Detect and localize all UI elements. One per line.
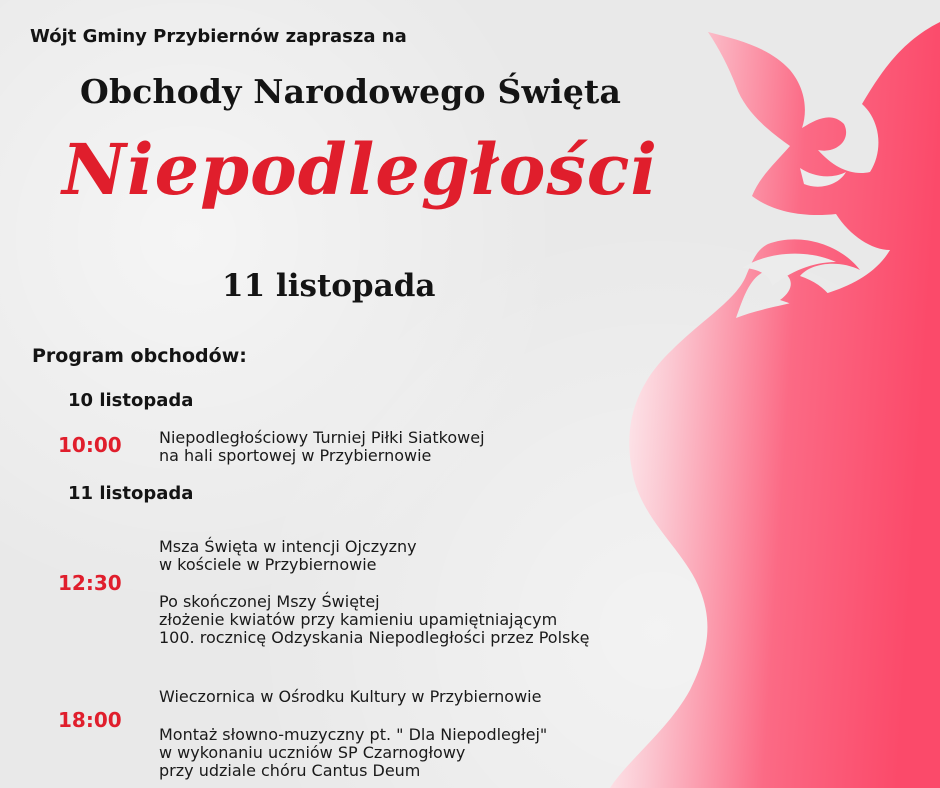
- event-line: Wieczornica w Ośrodku Kultury w Przybiernowie: [159, 687, 542, 706]
- event-description: [159, 688, 541, 706]
- event-description: [159, 593, 589, 647]
- event-line: w kościele w Przybiernowie: [159, 555, 377, 574]
- event-time: 12:30: [58, 571, 122, 595]
- event-main-title: Niepodległości: [62, 128, 659, 211]
- day-label: 11 listopada: [68, 483, 194, 504]
- event-line: Msza Święta w intencji Ojczyzny: [159, 537, 417, 556]
- event-time: 10:00: [58, 433, 122, 457]
- event-date: 11 listopada: [222, 268, 436, 304]
- event-line: Montaż słowno-muzyczny pt. " Dla Niepodległej": [159, 725, 548, 744]
- event-line: złożenie kwiatów przy kamieniu upamiętniającym: [159, 610, 558, 629]
- invite-line: Wójt Gminy Przybiernów zaprasza na: [30, 26, 407, 47]
- event-line: Niepodległościowy Turniej Piłki Siatkowej: [159, 428, 485, 447]
- day-label: 10 listopada: [68, 390, 194, 411]
- event-description: [159, 726, 547, 780]
- event-time: 18:00: [58, 708, 122, 732]
- event-description: [159, 538, 417, 574]
- event-line: przy udziale chóru Cantus Deum: [159, 761, 421, 780]
- event-title-line: Obchody Narodowego Święta: [80, 72, 622, 111]
- event-line: na hali sportowej w Przybiernowie: [159, 446, 432, 465]
- event-line: w wykonaniu uczniów SP Czarnogłowy: [159, 743, 466, 762]
- event-description: [159, 429, 485, 465]
- event-line: Po skończonej Mszy Świętej: [159, 592, 380, 611]
- event-line: 100. rocznicę Odzyskania Niepodległości przez Polskę: [159, 628, 590, 647]
- program-heading: Program obchodów:: [32, 345, 247, 367]
